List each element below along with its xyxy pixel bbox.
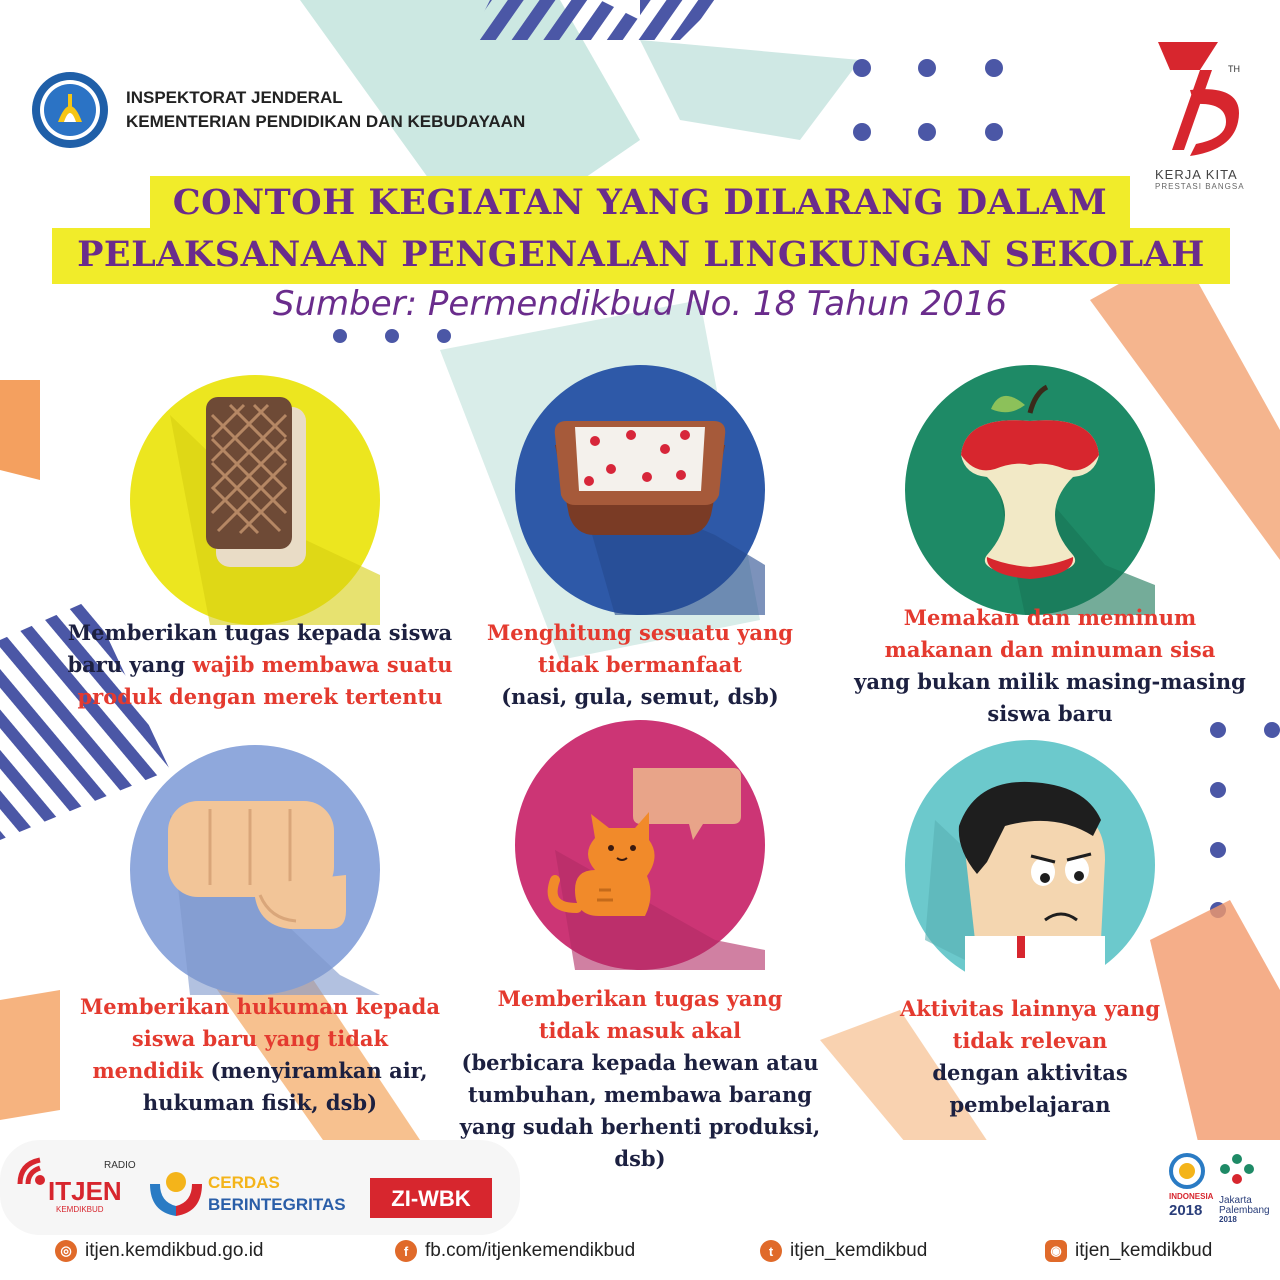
twitter-link[interactable] bbox=[760, 1240, 927, 1262]
instagram-icon: ◉ bbox=[1045, 1240, 1067, 1262]
org-name-line2: KEMENTERIAN PENDIDIKAN DAN KEBUDAYAAN bbox=[126, 112, 526, 131]
caption-line bbox=[430, 681, 850, 713]
facebook-link[interactable] bbox=[395, 1240, 635, 1262]
caption-text-highlight: Memberikan tugas yang bbox=[497, 986, 783, 1011]
caption-line bbox=[420, 1143, 860, 1175]
caption-text: pembelajaran bbox=[949, 1092, 1111, 1117]
caption-text: yang bukan milik masing-masing bbox=[854, 669, 1246, 694]
facebook-text: fb.com/itjenkemendikbud bbox=[425, 1240, 636, 1261]
zi-wbk-label: ZI-WBK bbox=[391, 1186, 471, 1211]
zi-wbk-badge bbox=[370, 1178, 492, 1218]
twitter-text: itjen_kemdikbud bbox=[790, 1240, 928, 1261]
caption-text: siswa baru bbox=[987, 701, 1113, 726]
caption-line bbox=[840, 1089, 1220, 1121]
caption-line bbox=[20, 617, 500, 649]
caption-text-highlight: siswa baru yang tidak bbox=[131, 1026, 389, 1051]
caption-line bbox=[830, 634, 1270, 666]
caption-line bbox=[420, 1079, 860, 1111]
item-caption-2 bbox=[430, 617, 850, 713]
org-name-line1: INSPEKTORAT JENDERAL bbox=[126, 88, 343, 107]
page-title-line2: PELAKSANAAN PENGENALAN LINGKUNGAN SEKOLAH bbox=[77, 234, 1205, 275]
caption-line bbox=[430, 617, 850, 649]
games-city2: Palembang bbox=[1219, 1205, 1270, 1216]
asian-games-2018-logo bbox=[1165, 1145, 1275, 1225]
caption-text: dengan aktivitas bbox=[932, 1060, 1128, 1085]
games-city1: Jakarta bbox=[1219, 1195, 1252, 1206]
caption-text: (nasi, gula, semut, dsb) bbox=[501, 684, 779, 709]
radio-itjen-logo bbox=[10, 1150, 136, 1220]
website-text: itjen.kemdikbud.go.id bbox=[85, 1240, 264, 1261]
header-organization bbox=[30, 70, 525, 150]
twitter-icon: t bbox=[760, 1240, 782, 1262]
caption-text: dsb) bbox=[614, 1146, 666, 1171]
cerdas-berintegritas-logo bbox=[142, 1160, 362, 1222]
caption-line bbox=[420, 1111, 860, 1143]
caption-line bbox=[840, 1025, 1220, 1057]
games-country: INDONESIA bbox=[1169, 1192, 1214, 1201]
caption-line bbox=[20, 681, 500, 713]
caption-line bbox=[20, 649, 500, 681]
caption-text-highlight: makanan dan minuman sisa bbox=[884, 637, 1216, 662]
caption-line bbox=[830, 666, 1270, 698]
talking-cat-icon bbox=[515, 720, 765, 970]
rice-bowl-icon bbox=[515, 365, 765, 615]
games-city-year: 2018 bbox=[1219, 1215, 1237, 1224]
caption-line bbox=[420, 1047, 860, 1079]
wafer-biscuit-icon bbox=[130, 375, 380, 625]
fist-icon bbox=[130, 745, 380, 995]
games-year: 2018 bbox=[1169, 1202, 1203, 1219]
sad-man-icon bbox=[905, 740, 1155, 990]
caption-text-highlight: Memberikan hukuman kepada bbox=[80, 994, 440, 1019]
caption-line bbox=[840, 993, 1220, 1025]
anniversary-motto: KERJA KITA bbox=[1155, 167, 1238, 182]
caption-line bbox=[840, 1057, 1220, 1089]
berintegritas-label: BERINTEGRITAS bbox=[208, 1195, 346, 1214]
radio-name: ITJEN bbox=[48, 1176, 122, 1206]
caption-text-highlight: tidak masuk akal bbox=[538, 1018, 742, 1043]
caption-text: baru yang bbox=[67, 652, 193, 677]
caption-text-highlight: wajib membawa suatu bbox=[192, 652, 453, 677]
caption-text: hukuman fisik, dsb) bbox=[142, 1090, 378, 1115]
item-caption-1 bbox=[20, 617, 500, 713]
instagram-link[interactable] bbox=[1045, 1240, 1212, 1262]
caption-text-highlight: mendidik bbox=[92, 1058, 204, 1083]
caption-line bbox=[420, 1015, 860, 1047]
caption-text-highlight: Menghitung sesuatu yang bbox=[487, 620, 793, 645]
radio-sub-label: KEMDIKBUD bbox=[56, 1205, 104, 1214]
caption-text: (berbicara kepada hewan atau bbox=[461, 1050, 819, 1075]
globe-icon: ◎ bbox=[55, 1240, 77, 1262]
item-caption-3 bbox=[830, 602, 1270, 730]
caption-line bbox=[430, 649, 850, 681]
cerdas-label: CERDAS bbox=[208, 1173, 280, 1192]
caption-text-highlight: produk dengan merek tertentu bbox=[77, 684, 443, 709]
anniversary-motto-sub: PRESTASI BANGSA bbox=[1155, 182, 1245, 191]
caption-text: Memberikan tugas kepada siswa bbox=[67, 620, 453, 645]
caption-text-highlight: tidak relevan bbox=[952, 1028, 1108, 1053]
source-citation: Sumber: Permendikbud No. 18 Tahun 2016 bbox=[272, 284, 1008, 324]
item-caption-6 bbox=[840, 993, 1220, 1121]
caption-text-highlight: Memakan dan meminum bbox=[903, 605, 1197, 630]
item-caption-5 bbox=[420, 983, 860, 1175]
caption-text: (menyiramkan air, bbox=[203, 1058, 428, 1083]
anniversary-suffix: TH bbox=[1228, 64, 1240, 74]
apple-core-icon bbox=[905, 365, 1155, 615]
caption-line bbox=[830, 602, 1270, 634]
page-title-line1: CONTOH KEGIATAN YANG DILARANG DALAM bbox=[172, 182, 1108, 223]
caption-line bbox=[830, 698, 1270, 730]
tut-wuri-handayani-logo bbox=[30, 70, 110, 150]
caption-text-highlight: Aktivitas lainnya yang bbox=[899, 996, 1161, 1021]
caption-text: yang sudah berhenti produksi, bbox=[459, 1114, 821, 1139]
instagram-text: itjen_kemdikbud bbox=[1075, 1240, 1213, 1261]
caption-text: tumbuhan, membawa barang bbox=[468, 1082, 812, 1107]
caption-line bbox=[420, 983, 860, 1015]
facebook-icon: f bbox=[395, 1240, 417, 1262]
caption-text-highlight: tidak bermanfaat bbox=[538, 652, 742, 677]
website-link[interactable] bbox=[55, 1240, 264, 1262]
radio-small-label: RADIO bbox=[104, 1160, 136, 1171]
